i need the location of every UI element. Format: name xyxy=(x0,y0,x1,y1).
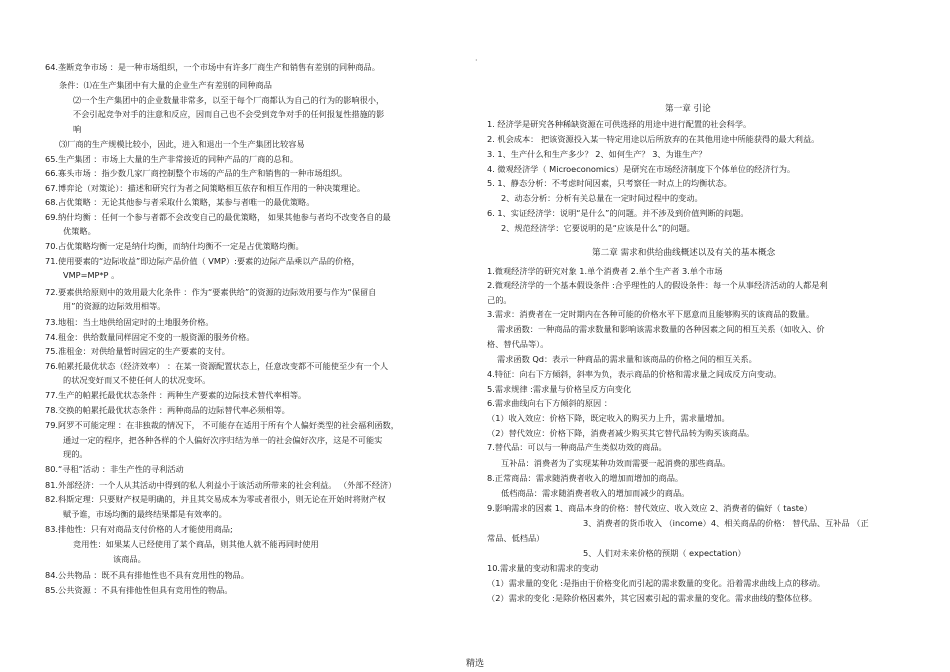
text-line: （2）替代效应：价格下降，消费者减少购买其它替代品转为购买该商品。 xyxy=(487,428,755,438)
text-line: 71.使用要素的“边际收益”即边际产品价值（ VMP）:要素的边际产品乘以产品的价格， xyxy=(45,256,360,266)
text-line: 80.“寻租”活动 ：非生产性的寻利活动 xyxy=(45,464,184,474)
text-line: 5、人们对未来价格的预期（ expectation） xyxy=(583,548,746,558)
text-line: 79.阿罗不可能定理 ：在非独裁的情况下， 不可能存在适用于所有个人偏好类型的社会福利函数， xyxy=(45,420,399,430)
text-line: 66.寡头市场 ：指少数几家厂商控制整个市场的产品的生产和销售的一种市场组织。 xyxy=(45,168,348,178)
page-footer: 精选 xyxy=(465,659,484,669)
text-line: 85.公共资源 ：不具有排他性但具有竞用性的物品。 xyxy=(45,585,233,595)
text-line: 互补品：消费者为了实现某种功效而需要一起消费的那些商品。 xyxy=(501,458,731,468)
text-line: 的状况变好而又不使任何人的状况变坏。 xyxy=(63,375,211,385)
text-line: 该商品。 xyxy=(113,554,146,564)
text-line: 64.垄断竞争市场 ：是一种市场组织，一个市场中有许多厂商生产和销售有差别的同种商品。 xyxy=(45,62,380,72)
text-line: 通过一定的程序，把各种各样的个人偏好次序归结为单一的社会偏好次序，这是不可能实 xyxy=(63,435,383,445)
text-line: 75.准租金：对供给量暂时固定的生产要素的支付。 xyxy=(45,346,230,356)
text-line: 83.排他性：只有对商品支付价格的人才能使用商品; xyxy=(45,524,233,534)
text-line: 8.正常商品：需求随消费者收入的增加而增加的商品。 xyxy=(487,473,684,483)
text-line: 不会引起竞争对手的注意和反应，因而自己也不会受到竞争对手的任何报复性措施的影 xyxy=(73,109,385,119)
text-line: VMP=MP*P 。 xyxy=(63,270,120,280)
text-line: 需求函数 Qd：表示一种商品的需求量和该商品的价格之间的相互关系。 xyxy=(497,354,757,364)
text-line: （1）需求量的变化 :是指由于价格变化而引起的需求数量的变化。沿着需求曲线上点的移动。 xyxy=(487,578,826,588)
text-line: 77.生产的帕累托最优状态条件 ：两种生产要素的边际技术替代率相等。 xyxy=(45,390,307,400)
text-line: 68.占优策略 ：无论其他参与者采取什么策略，某参与者唯一的最优策略。 xyxy=(45,197,315,207)
text-line: 67.博弈论（对策论）：描述和研究行为者之间策略相互依存和相互作用的一种决策理论。 xyxy=(45,183,366,193)
text-line: 现的。 xyxy=(63,449,88,459)
text-line: 6. 1、实证经济学：说明“是什么”的问题。并不涉及到价值判断的问题。 xyxy=(487,208,749,218)
text-line: 69.纳什均衡 ：任何一个参与者都不会改变自己的最优策略， 如果其他参与者均不改变各自的最 xyxy=(45,212,391,222)
text-line: 2、规范经济学：它要说明的是“应该是什么”的问题。 xyxy=(501,223,695,233)
text-line: 74.租金：供给数量同样固定不变的一般资源的服务价格。 xyxy=(45,332,255,342)
text-line: 81.外部经济：一个人从其活动中得到的私人利益小于该活动所带来的社会利益。 （外部不经济） xyxy=(45,480,397,490)
top-mark: · xyxy=(475,56,478,65)
text-line: 9.影响需求的因素 1、商品本身的价格：替代效应、收入效应 2、消费者的偏好（ taste） xyxy=(487,503,813,513)
chapter-title: 第一章 引论 xyxy=(665,104,711,114)
text-line: 1.微观经济学的研究对象 1.单个消费者 2.单个生产者 3.单个市场 xyxy=(487,266,723,276)
text-line: ⑶厂商的生产规模比较小，因此，进入和退出一个生产集团比较容易 xyxy=(59,139,305,149)
text-line: 73.地租：当土地供给固定时的土地服务价格。 xyxy=(45,317,214,327)
text-line: 72.要素供给原则中的效用最大化条件 ：作为“要素供给”的资源的边际效用要与作为“保留自 xyxy=(45,287,377,297)
text-line: （2）需求的变化 :是除价格因素外，其它因素引起的需求量的变化。需求曲线的整体位移。 xyxy=(487,593,817,603)
text-line: 条件：⑴在生产集团中有大量的企业生产有差别的同种商品 xyxy=(59,80,272,90)
text-line: 常品、低档品） xyxy=(487,533,545,543)
text-line: 2. 机会成本： 把该资源投入某一特定用途以后所放弃的在其他用途中所能获得的最大利益。 xyxy=(487,134,820,144)
chapter-title: 第二章 需求和供给曲线概述以及有关的基本概念 xyxy=(592,248,776,258)
text-line: 78.交换的帕累托最优状态条件 ：两种商品的边际替代率必须相等。 xyxy=(45,405,290,415)
text-line: 84.公共物品 ：既不具有排他性也不具有竞用性的物品。 xyxy=(45,570,249,580)
text-line: 低档商品：需求随消费者收入的增加而减少的商品。 xyxy=(501,488,690,498)
text-line: 4. 微观经济学（ Microeconomics）是研究在市场经济制度下个体单位的经济行为。 xyxy=(487,164,796,174)
text-line: 竞用性：如果某人已经使用了某个商品，则其他人就不能再同时使用 xyxy=(73,539,319,549)
text-line: 6.需求曲线向右下方倾斜的原因 ： xyxy=(487,398,613,408)
text-line: 3.需求：消费者在一定时期内在各种可能的价格水平下愿意而且能够购买的该商品的数量。 xyxy=(487,309,815,319)
text-line: （1）收入效应：价格下降，既定收入的购买力上升，需求量增加。 xyxy=(487,413,730,423)
text-line: 3、消费者的货币收入 （income）4、相关商品的价格： 替代品、互补品 （正 xyxy=(583,518,869,528)
text-line: 3. 1、生产什么和生产多少？ 2、如何生产？ 3、为谁生产？ xyxy=(487,149,707,159)
text-line: 70.占优策略均衡一定是纳什均衡，而纳什均衡不一定是占优策略均衡。 xyxy=(45,241,304,251)
text-line: 2、动态分析：分析有关总量在一定时间过程中的变动。 xyxy=(501,193,703,203)
text-line: 4.特征：向右下方倾斜，斜率为负，表示商品的价格和需求量之间成反方向变动。 xyxy=(487,369,782,379)
text-line: 5. 1、静态分析：不考虑时间因素，只考察任一时点上的均衡状态。 xyxy=(487,178,732,188)
text-line: 优策略。 xyxy=(63,226,96,236)
text-line: 己的。 xyxy=(487,295,512,305)
text-line: 需求函数：一种商品的需求数量和影响该需求数量的各种因素之间的相互关系（如收入、价 xyxy=(497,324,825,334)
text-line: 赋予谁，市场均衡的最终结果都是有效率的。 xyxy=(63,509,227,519)
text-line: 65.生产集团 ：市场上大量的生产非常接近的同种产品的厂商的总和。 xyxy=(45,154,299,164)
text-line: 76.帕累托最优状态（经济效率） ：在某一资源配置状态上，任意改变都不可能使至少有一个人 xyxy=(45,361,389,371)
text-line: 5.需求规律 :需求量与价格呈反方向变化 xyxy=(487,384,632,394)
text-line: ⑵一个生产集团中的企业数量非常多，以至于每个厂商都认为自己的行为的影响很小， xyxy=(73,95,385,105)
text-line: 7.替代品：可以与一种商品产生类似功效的商品。 xyxy=(487,442,667,452)
text-line: 1. 经济学是研究各种稀缺资源在可供选择的用途中进行配置的社会科学。 xyxy=(487,119,752,129)
text-line: 2.微观经济学的一个基本假设条件 :合乎理性的人的假设条件：每一个从事经济活动的人都是利 xyxy=(487,280,828,290)
text-line: 82.科斯定理：只要财产权是明确的，并且其交易成本为零或者很小，则无论在开始时将财产权 xyxy=(45,494,386,504)
text-line: 响 xyxy=(73,124,82,134)
text-line: 用”的资源的边际效用相等。 xyxy=(63,301,166,311)
text-line: 10.需求量的变动和需求的变动 xyxy=(487,563,599,573)
text-line: 格、替代品等）。 xyxy=(487,339,549,349)
